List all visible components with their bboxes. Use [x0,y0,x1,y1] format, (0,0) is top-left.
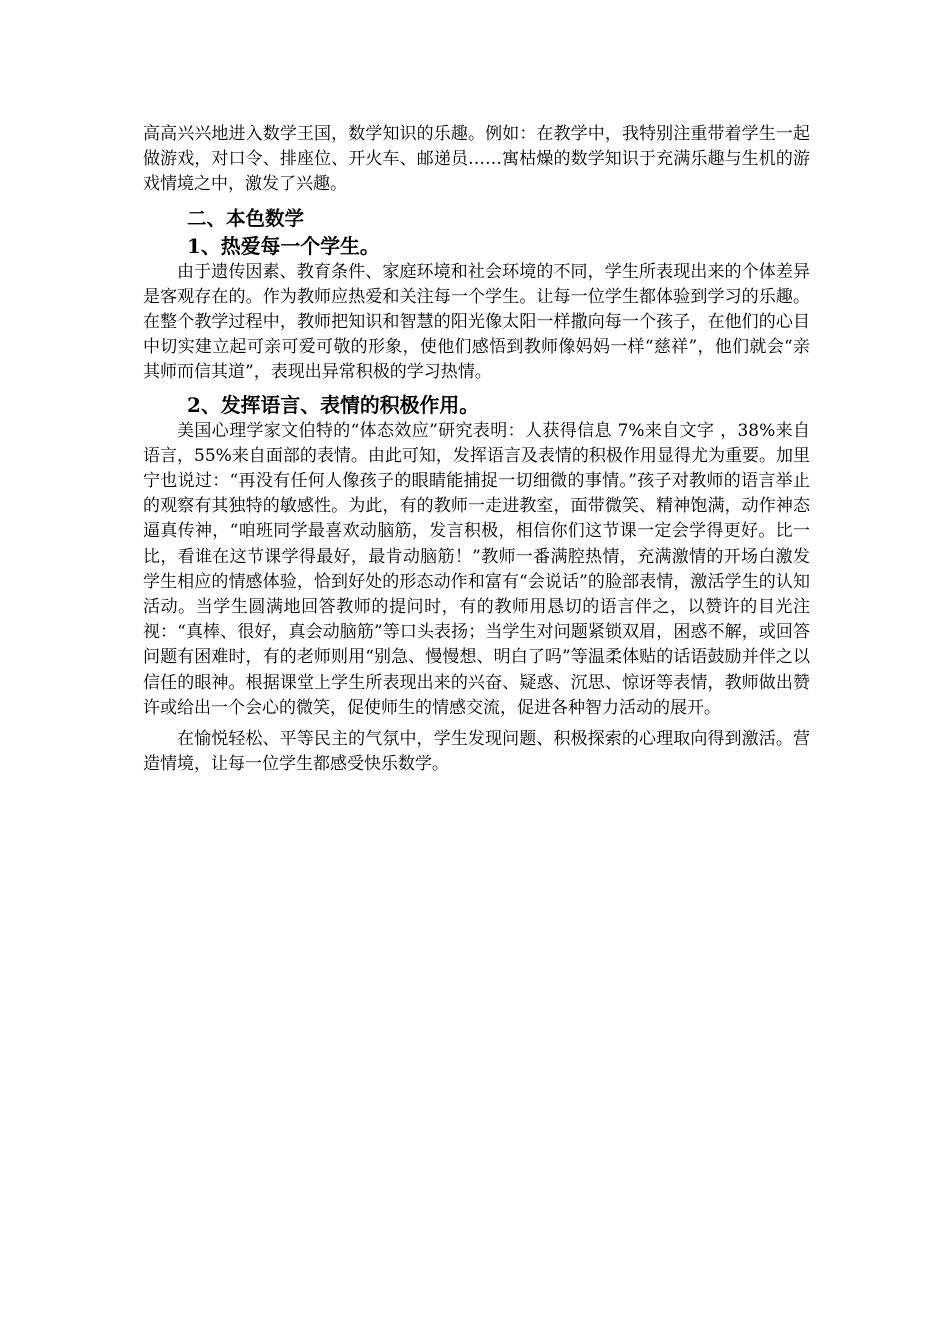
subsection-1-paragraph: 由于遗传因素、教育条件、家庭环境和社会环境的不同，学生所表现出来的个体差异是客观存在的。作为教师应热爱和关注每一个学生。让每一位学生都体验到学习的乐趣。在整个教学过程中，教师把知识和智慧的阳光像太阳一样撒向每一个孩子，在他们的心目中切实建立起可亲可爱可敬的形象，使他们感悟到教师像妈妈一样“慈祥”，他们就会“亲其师而信其道”，表现出异常积极的学习热情。 [143,261,810,383]
intro-paragraph: 高高兴兴地进入数学王国，数学知识的乐趣。例如：在教学中，我特别注重带着学生一起做游戏，对口令、排座位、开火车、邮递员……寓枯燥的数学知识于充满乐趣与生机的游戏情境之中，激发了兴趣。 [143,124,810,195]
subsection-2-title: 2、发挥语言、表情的积极作用。 [187,392,480,417]
closing-paragraph: 在愉悦轻松、平等民主的气氛中，学生发现问题、积极探索的心理取向得到激活。营造情境，让每一位学生都感受快乐数学。 [143,729,810,775]
subsection-1-title: 1、热爱每一个学生。 [187,233,380,258]
subsection-2-paragraph: 美国心理学家文伯特的“体态效应”研究表明：人获得信息 7%来自文字 ，38%来自语言，55%来自面部的表情。由此可知，发挥语言及表情的积极作用显得尤为重要。加里宁也说过：“再没有任何人像孩子的眼睛能捕捉一切细微的事情。”孩子对教师的语言举止的观察有其独特的敏感性。为此，有的教师一走进教室，面带微笑、精神饱满，动作神态逼真传神，“咱班同学最喜欢动脑筋，发言积极，相信你们这节课一定会学得更好。比一比，看谁在这节课学得最好，最肯动脑筋！”教师一番满腔热情，充满激情的开场白激发学生相应的情感体验，恰到好处的形态动作和富有“会说话”的脸部表情，激活学生的认知活动。当学生圆满地回答教师的提问时，有的教师用恳切的语言伴之，以赞许的目光注视：“真棒、很好，真会动脑筋”等口头表扬；当学生对问题紧锁双眉，困惑不解，或回答问题有困难时，有的老师则用“别急、慢慢想、明白了吗”等温柔体贴的话语鼓励并伴之以信任的眼神。根据课堂上学生所表现出来的兴奋、疑惑、沉思、惊讶等表情，教师做出赞许或给出一个会心的微笑，促使师生的情感交流，促进各种智力活动的展开。 [143,420,810,718]
document-page [143,122,810,777]
section-title: 二、本色数学 [187,206,305,230]
